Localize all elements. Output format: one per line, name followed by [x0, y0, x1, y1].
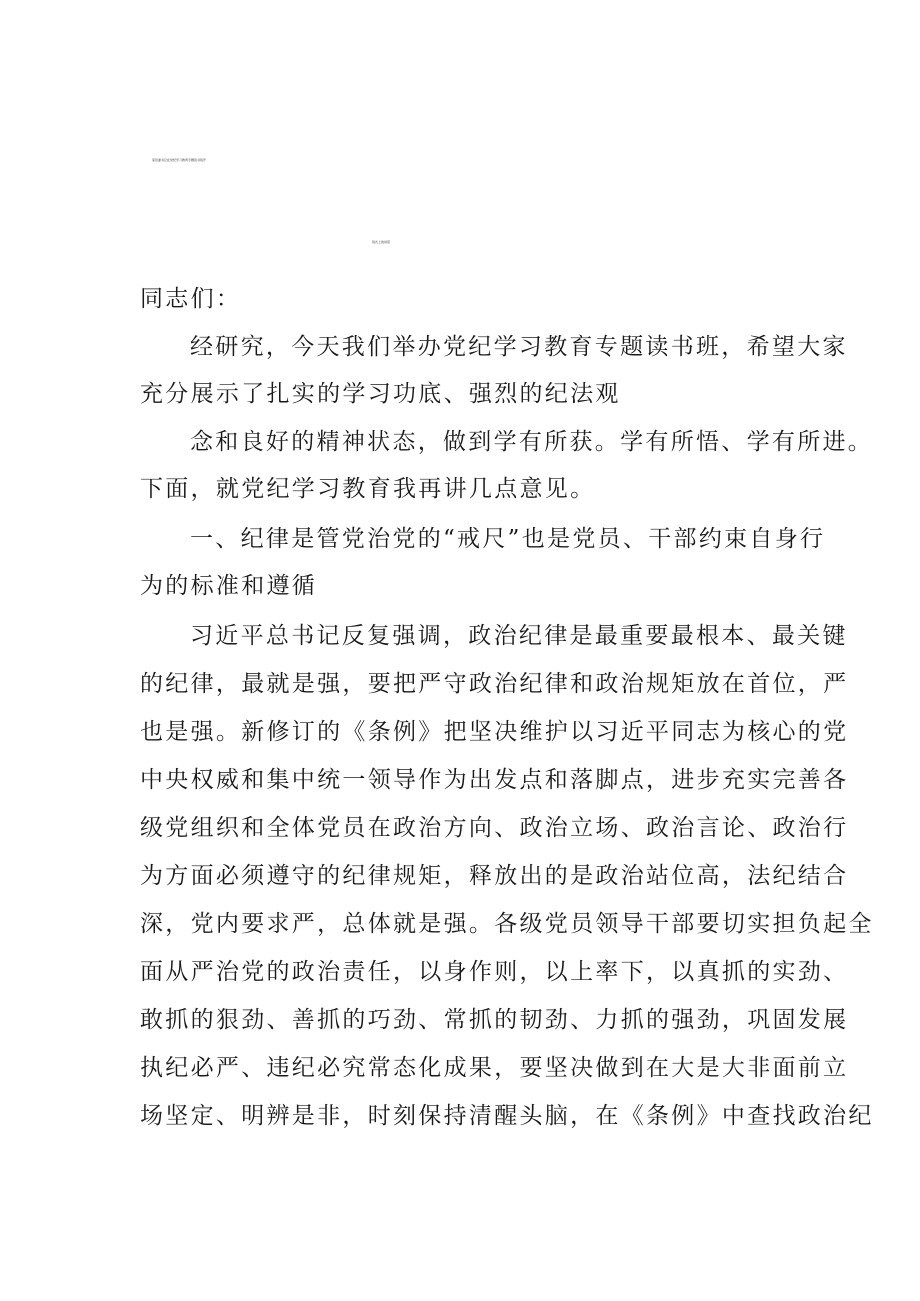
paragraph-line: 下面，就党纪学习教育我再讲几点意见。: [140, 476, 596, 502]
paragraph-line: 敢抓的狠劲、善抓的巧劲、常抓的韧劲、力抓的强劲，巩固发展: [140, 1007, 849, 1033]
paragraph-line: 念和良好的精神状态，做到学有所获。学有所悟、学有所进。: [190, 429, 874, 455]
paragraph-line: 也是强。新修订的《条例》把坚决维护以习近平同志为核心的党: [140, 719, 849, 745]
paragraph-line: 习近平总书记反复强调，政治纪律是最重要最根本、最关键: [190, 623, 848, 649]
title-line-1: 某县委书记在党纪学习教育专题读书班开: [152, 158, 207, 162]
paragraph-line: 面从严治党的政治责任，以身作则，以上率下，以真抓的实劲、: [140, 959, 849, 985]
paragraph-line: 充分展示了扎实的学习功底、强烈的纪法观: [140, 381, 621, 407]
paragraph-line: 中央权威和集中统一领导作为出发点和落脚点，进步充实完善各: [140, 767, 849, 793]
paragraph-line: 级党组织和全体党员在政治方向、政治立场、政治言论、政治行: [140, 815, 849, 841]
title-line-2: 班式上的讲话: [372, 240, 391, 244]
paragraph-line: 执纪必严、违纪必究常态化成果，要坚决做到在大是大非面前立: [140, 1055, 849, 1081]
section-heading-line: 一、纪律是管党治党的“戒尺”也是党员、干部约束自身行: [190, 526, 826, 552]
paragraph-line: 深，党内要求严，总体就是强。各级党员领导干部要切实担负起全: [140, 911, 874, 937]
paragraph-line: 场坚定、明辨是非，时刻保持清醒头脑，在《条例》中查找政治纪: [140, 1103, 874, 1129]
paragraph-line: 经研究，今天我们举办党纪学习教育专题读书班，希望大家: [190, 334, 848, 360]
paragraph-line: 的纪律，最就是强，要把严守政治纪律和政治规矩放在首位，严: [140, 671, 849, 697]
salutation: 同志们：: [140, 286, 242, 312]
section-heading-line: 为的标准和遵循: [140, 573, 318, 599]
paragraph-line: 为方面必须遵守的纪律规矩，释放出的是政治站位高，法纪结合: [140, 863, 849, 889]
